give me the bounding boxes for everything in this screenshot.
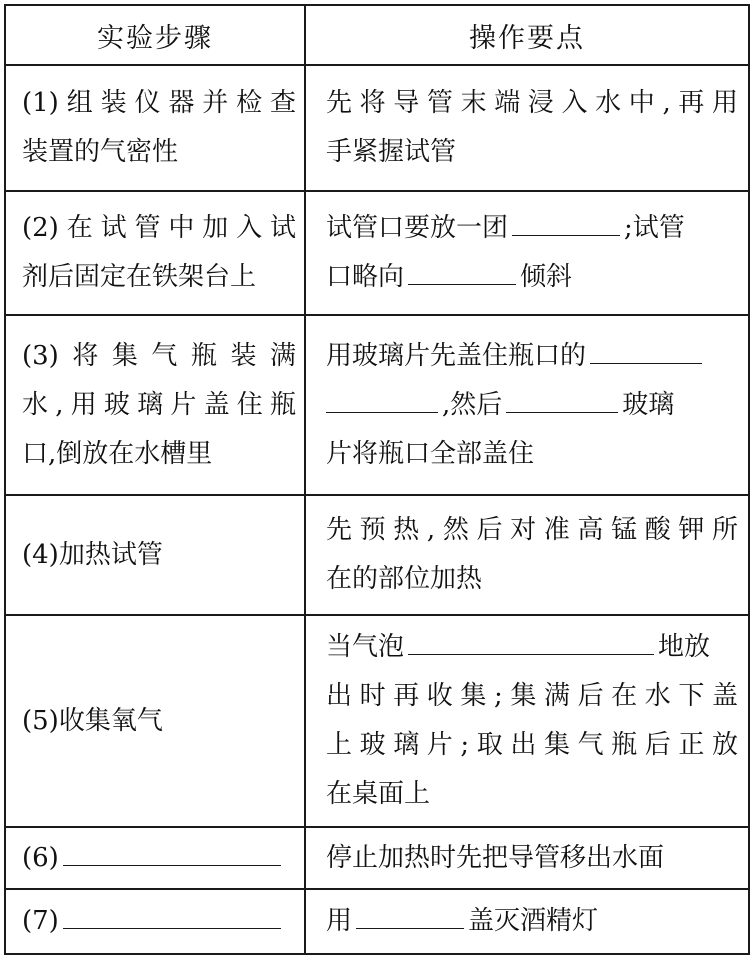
- point-2-text-d: 倾斜: [520, 262, 573, 292]
- answer-blank[interactable]: [512, 205, 620, 236]
- step-6-line-1: [22, 834, 296, 883]
- step-cell-2: [5, 191, 305, 315]
- step-1-line-2: 装置的气密性: [22, 137, 179, 167]
- step-cell-4: [5, 495, 305, 615]
- step-7-label: (7): [22, 906, 59, 936]
- point-2-line-1: [326, 204, 738, 253]
- point-3-line-2: [326, 381, 738, 430]
- answer-blank[interactable]: [506, 382, 618, 413]
- answer-blank[interactable]: [63, 835, 281, 866]
- table-header-row: [5, 5, 749, 65]
- point-3-line-1: [326, 332, 738, 381]
- answer-blank[interactable]: [408, 254, 516, 285]
- point-3-line-3: 片将瓶口全部盖住: [326, 438, 535, 469]
- point-cell-5: [305, 615, 749, 827]
- point-5-line-4: 在桌面上: [326, 779, 431, 809]
- point-cell-3: [305, 315, 749, 495]
- step-cell-5: [5, 615, 305, 827]
- step-cell-7: [5, 889, 305, 954]
- answer-blank[interactable]: [63, 898, 281, 929]
- point-7-line-1: [326, 897, 738, 946]
- point-4-line-2: 在的部位加热: [326, 564, 483, 594]
- point-cell-6: [305, 827, 749, 889]
- step-3-line-3: 口,倒放在水槽里: [22, 438, 213, 469]
- answer-blank[interactable]: [356, 898, 464, 929]
- point-3-text-c: 玻璃: [622, 389, 675, 420]
- point-1-line-1: 先将导管末端浸入水中,再用: [326, 88, 738, 118]
- step-cell-6: [5, 827, 305, 889]
- experiment-steps-table: [4, 4, 750, 955]
- point-5-line-1: [326, 623, 738, 672]
- point-cell-4: [305, 495, 749, 615]
- point-5-text-b: 地放: [658, 632, 711, 662]
- point-5-text-a: 当气泡: [326, 632, 405, 662]
- table-row-7: [5, 889, 749, 954]
- table-row-6: [5, 827, 749, 889]
- point-cell-1: [305, 65, 749, 191]
- point-6-line-1: 停止加热时先把导管移出水面: [326, 842, 665, 873]
- answer-blank[interactable]: [326, 382, 438, 413]
- point-5-line-2: 出时再收集;集满后在水下盖: [326, 681, 738, 711]
- step-4-line-1: (4)加热试管: [22, 539, 163, 570]
- step-cell-1: [5, 65, 305, 191]
- point-3-text-b: ,然后: [442, 389, 503, 420]
- point-cell-7: [305, 889, 749, 954]
- answer-blank[interactable]: [590, 333, 702, 364]
- point-1-line-2: 手紧握试管: [326, 137, 457, 167]
- point-7-text-b: 盖灭酒精灯: [468, 906, 599, 936]
- step-5-line-1: (5)收集氧气: [22, 705, 163, 736]
- answer-blank[interactable]: [408, 624, 654, 655]
- step-1-line-1: (1)组装仪器并检查: [22, 88, 296, 118]
- point-2-line-2: [326, 253, 738, 302]
- step-3-line-2: 水,用玻璃片盖住瓶: [22, 389, 296, 420]
- point-3-text-a: 用玻璃片先盖住瓶口的: [326, 340, 587, 371]
- step-2-line-2: 剂后固定在铁架台上: [22, 262, 257, 292]
- experiment-table-container: [4, 4, 748, 953]
- step-7-line-1: [22, 897, 296, 946]
- step-cell-3: [5, 315, 305, 495]
- header-steps: 实验步骤: [5, 5, 305, 65]
- step-6-label: (6): [22, 842, 59, 873]
- point-4-line-1: 先预热,然后对准高锰酸钾所: [326, 515, 738, 545]
- point-2-text-c: 口略向: [326, 262, 405, 292]
- table-row-3: [5, 315, 749, 495]
- point-2-text-a: 试管口要放一团: [326, 213, 509, 243]
- point-2-text-b: ;试管: [624, 213, 685, 243]
- table-row-4: [5, 495, 749, 615]
- step-2-line-1: (2)在试管中加入试: [22, 213, 296, 243]
- table-row-5: [5, 615, 749, 827]
- point-cell-2: [305, 191, 749, 315]
- step-3-line-1: (3)将集气瓶装满: [22, 340, 296, 371]
- point-5-line-3: 上玻璃片;取出集气瓶后正放: [326, 730, 738, 760]
- point-7-text-a: 用: [326, 906, 353, 936]
- header-key-points: 操作要点: [305, 5, 749, 65]
- table-row-2: [5, 191, 749, 315]
- table-row-1: [5, 65, 749, 191]
